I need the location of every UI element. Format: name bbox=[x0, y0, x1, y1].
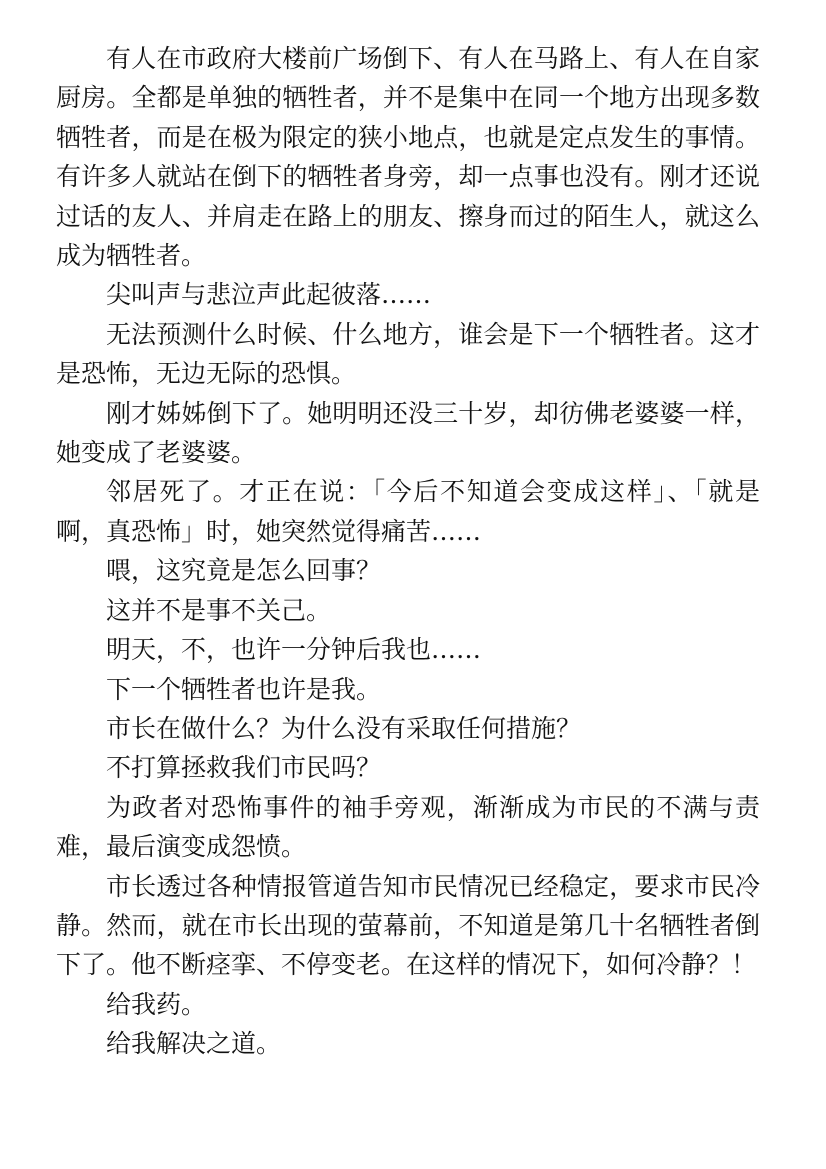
paragraph-3: 无法预测什么时候、什么地方，谁会是下一个牺牲者。这才是恐怖，无边无际的恐惧。 bbox=[56, 319, 760, 389]
paragraph-11: 不打算拯救我们市民吗？ bbox=[106, 753, 382, 783]
paragraph-15: 给我解决之道。 bbox=[106, 1029, 282, 1059]
paragraph-6: 喂，这究竟是怎么回事？ bbox=[106, 556, 382, 586]
paragraph-1: 有人在市政府大楼前广场倒下、有人在马路上、有人在自家厨房。全都是单独的牺牲者，并不是集中在同一个地方出现多数牺牲者，而是在极为限定的狭小地点，也就是定点发生的事情。有许多人就站在倒下的牺牲者身旁，却一点事也没有。刚才还说过话的友人、并肩走在路上的朋友、擦身而过的陌生人，就这么成为牺牲者。 bbox=[56, 44, 760, 271]
paragraph-10: 市长在做什么？为什么没有采取任何措施？ bbox=[106, 713, 582, 743]
paragraph-4: 刚才姊姊倒下了。她明明还没三十岁，却彷佛老婆婆一样，她变成了老婆婆。 bbox=[56, 398, 760, 468]
paragraph-9: 下一个牺牲者也许是我。 bbox=[106, 674, 382, 704]
paragraph-8: 明天，不，也许一分钟后我也…… bbox=[106, 635, 482, 665]
paragraph-5: 邻居死了。才正在说：「今后不知道会变成这样」、「就是啊，真恐怖」时，她突然觉得痛苦…… bbox=[56, 477, 760, 546]
paragraph-12: 为政者对恐怖事件的袖手旁观，渐渐成为市民的不满与责难，最后演变成怨愤。 bbox=[56, 792, 760, 862]
paragraph-14: 给我药。 bbox=[106, 989, 207, 1019]
paragraph-7: 这并不是事不关己。 bbox=[106, 595, 332, 625]
paragraph-13: 市长透过各种情报管道告知市民情况已经稳定，要求市民冷静。然而，就在市长出现的萤幕前，不知道是第几十名牺牲者倒下了。他不断痉挛、不停变老。在这样的情况下，如何冷静？！ bbox=[56, 871, 760, 980]
paragraph-2: 尖叫声与悲泣声此起彼落…… bbox=[106, 280, 432, 310]
body-text bbox=[56, 39, 760, 1064]
